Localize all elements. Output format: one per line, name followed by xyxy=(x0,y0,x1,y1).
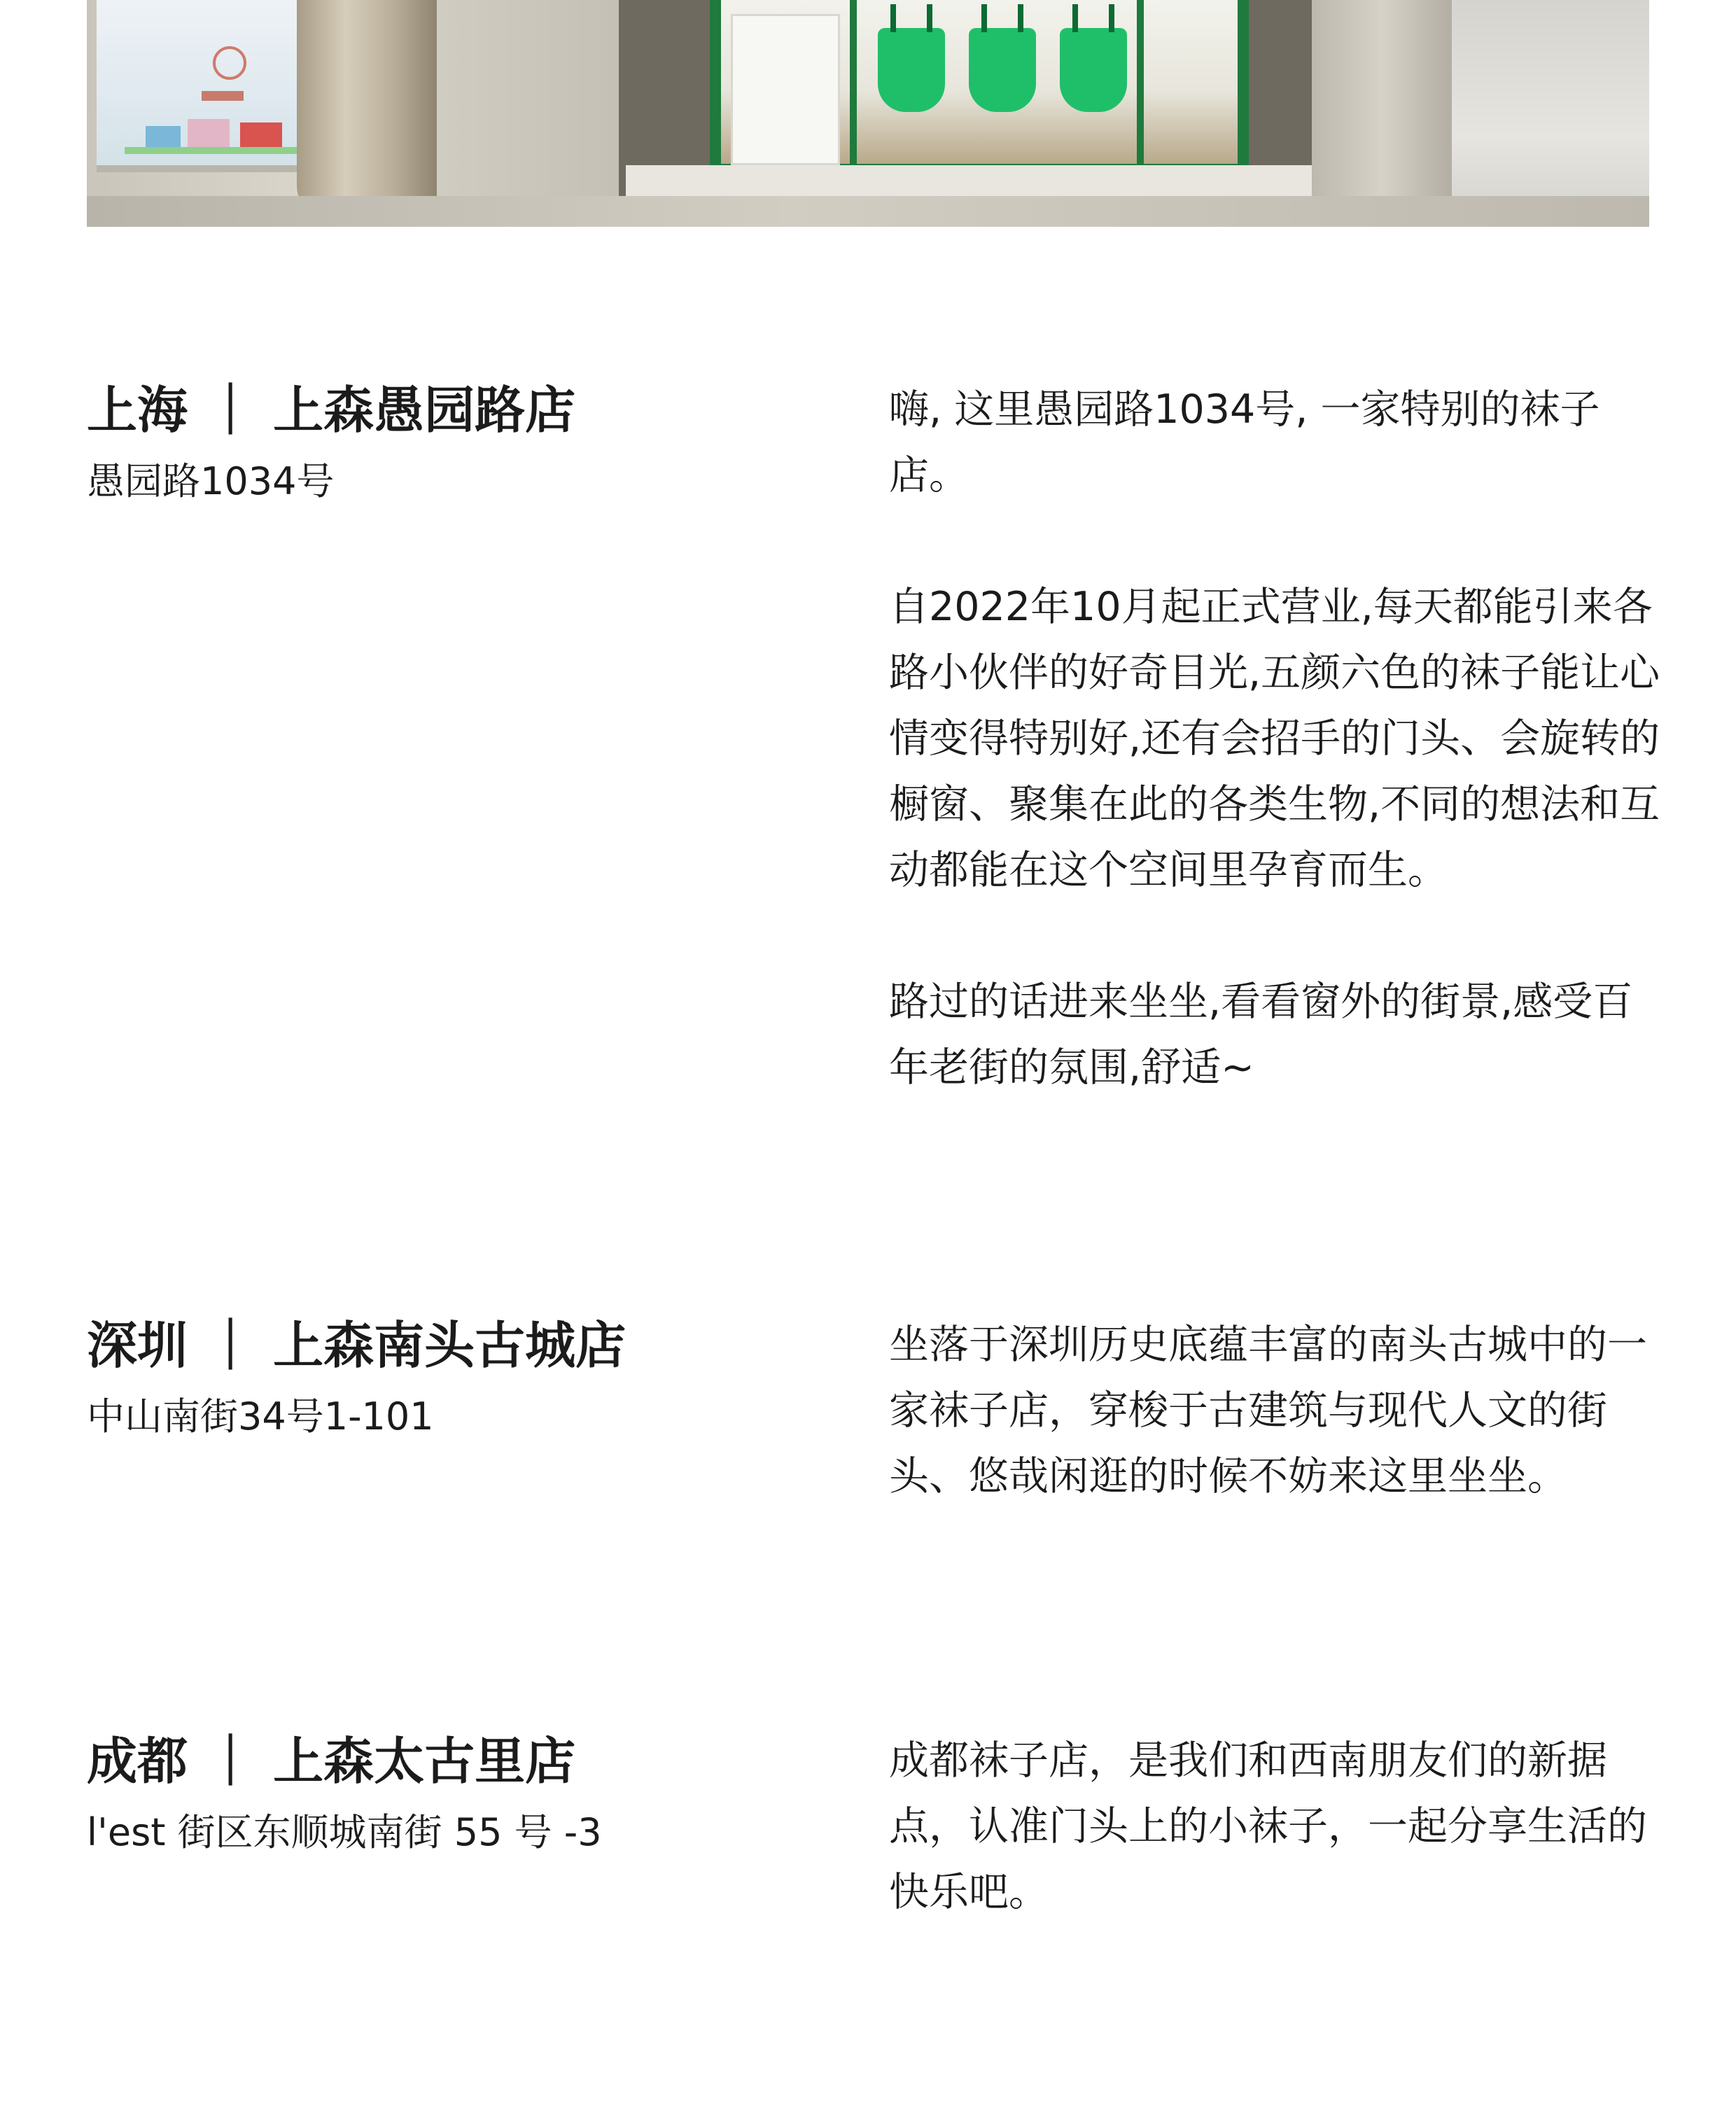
store-address: l'est 街区东顺城南街 55 号 -3 xyxy=(87,1810,602,1854)
store-description xyxy=(889,377,1666,1100)
store-title: 深圳 ｜ 上森南头古城店 xyxy=(87,1316,626,1375)
store-title: 上海 ｜ 上森愚园路店 xyxy=(87,381,576,440)
description-paragraph: 坐落于深圳历史底蕴丰富的南头古城中的一家袜子店，穿梭于古建筑与现代人文的街头、悠哉闲逛的时候不妨来这里坐坐。 xyxy=(889,1322,1647,1499)
sock-decoration xyxy=(878,28,945,112)
stone-pillar xyxy=(1312,0,1452,203)
store-info xyxy=(87,377,787,510)
store-title: 成都 ｜ 上森太古里店 xyxy=(87,1732,576,1791)
sock-decoration xyxy=(1060,28,1127,112)
description-paragraph: 成都袜子店，是我们和西南朋友们的新据点，认准门头上的小袜子，一起分享生活的快乐吧。 xyxy=(889,1737,1647,1915)
tree-trunk xyxy=(297,0,437,227)
display-stand xyxy=(731,14,840,165)
store-description xyxy=(889,1312,1666,1509)
window-mullion xyxy=(850,0,857,164)
description-paragraph: 自2022年10月起正式营业,每天都能引来各路小伙伴的好奇目光,五颜六色的袜子能让心情变得特别好,还有会招手的门头、会旋转的橱窗、聚集在此的各类生物,不同的想法和互动都能在这个空间里孕育而生。 xyxy=(889,584,1660,893)
store-info xyxy=(87,1728,787,1861)
street-view xyxy=(1452,0,1649,227)
store-address: 中山南街34号1-101 xyxy=(87,1394,434,1438)
store-address: 愚园路1034号 xyxy=(87,459,335,503)
store-description xyxy=(889,1728,1666,1925)
sidewalk xyxy=(87,196,1649,227)
window-drawing xyxy=(125,42,300,154)
store-info xyxy=(87,1312,787,1445)
window-mullion xyxy=(1137,0,1144,164)
description-paragraph: 路过的话进来坐坐,看看窗外的街景,感受百年老街的氛围,舒适~ xyxy=(889,979,1633,1091)
storefront-photo xyxy=(87,0,1649,227)
description-paragraph: 嗨, 这里愚园路1034号, 一家特别的袜子店。 xyxy=(889,386,1600,498)
sock-decoration xyxy=(969,28,1036,112)
